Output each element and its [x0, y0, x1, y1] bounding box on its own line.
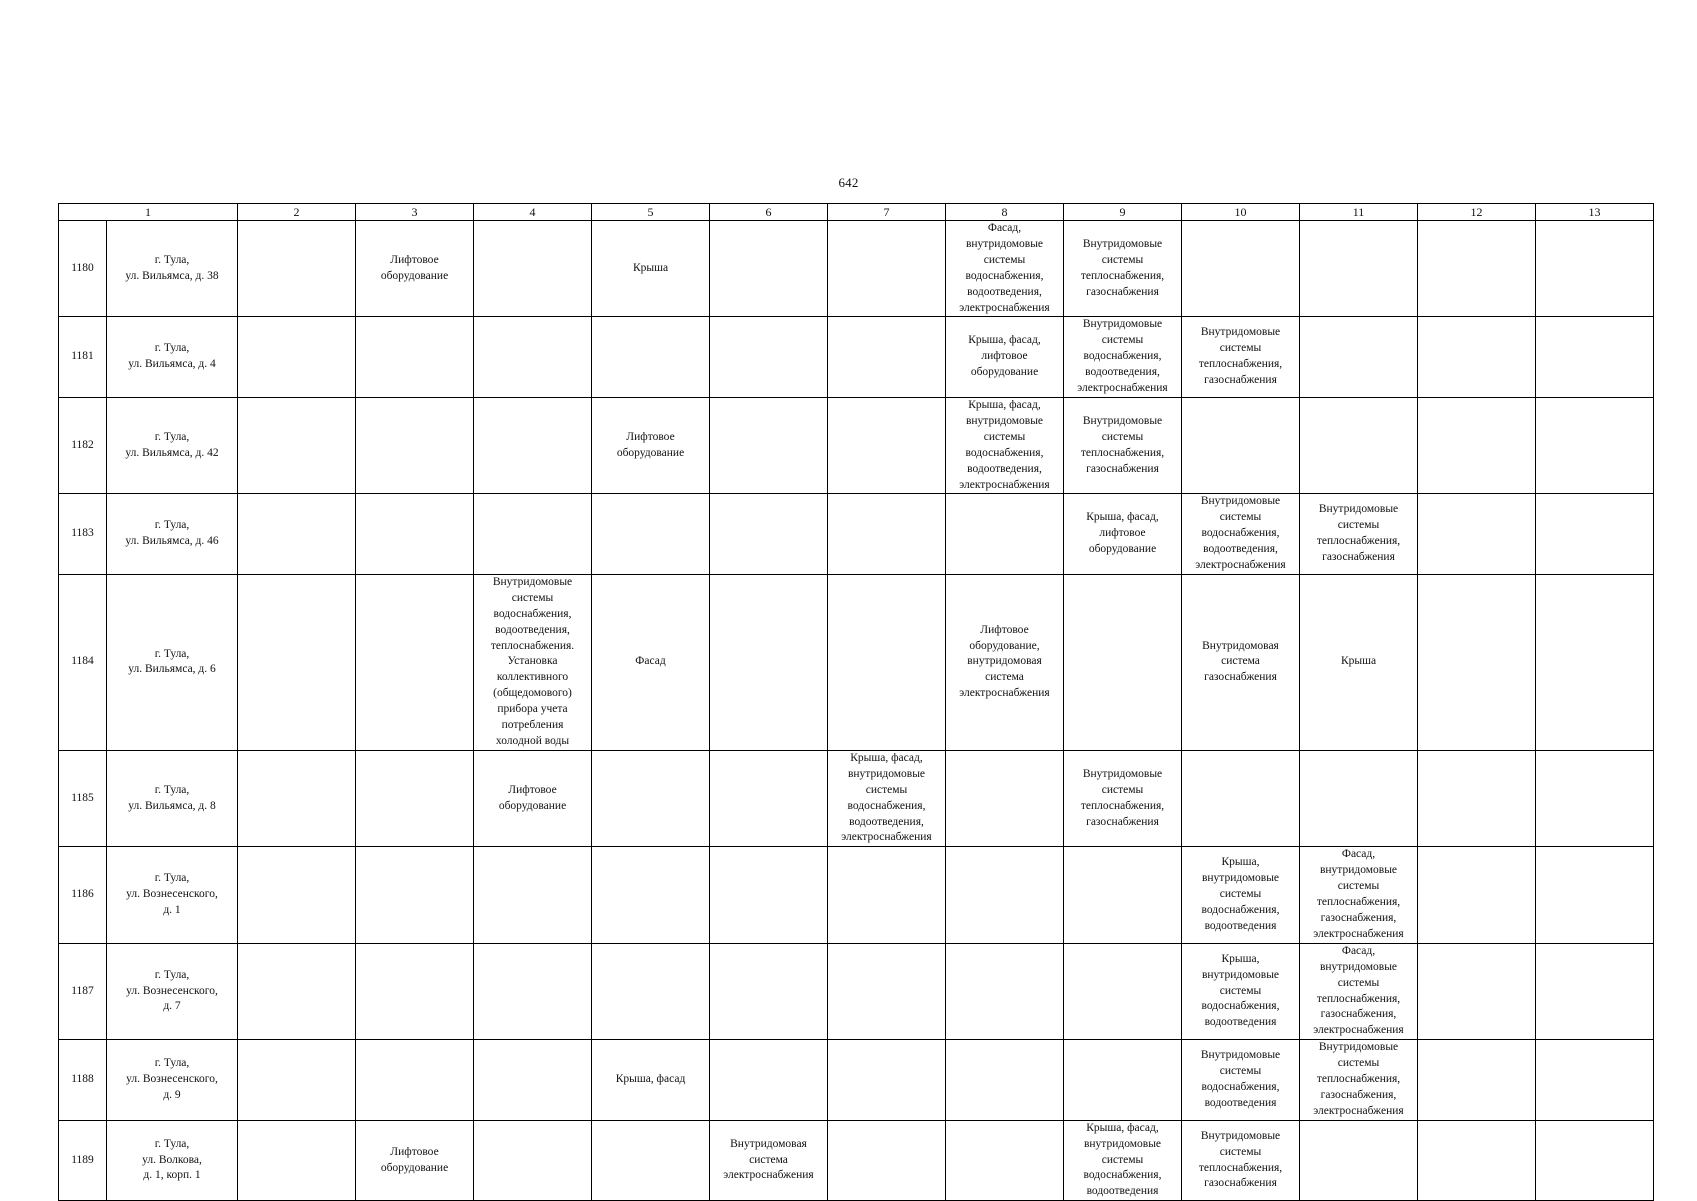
works-cell: Крыша, фасад: [592, 1040, 710, 1121]
address-cell: г. Тула, ул. Вильямса, д. 38: [107, 221, 238, 317]
column-number-header: 11: [1300, 204, 1418, 221]
works-cell: [828, 574, 946, 750]
row-number: 1187: [59, 943, 107, 1039]
works-cell: [474, 1120, 592, 1201]
column-number-header: 5: [592, 204, 710, 221]
address-cell: г. Тула, ул. Вознесенского, д. 9: [107, 1040, 238, 1121]
works-cell: [1536, 494, 1654, 575]
row-number: 1180: [59, 221, 107, 317]
works-cell: [828, 943, 946, 1039]
works-cell: [592, 1120, 710, 1201]
row-number: 1186: [59, 847, 107, 943]
works-cell: Крыша: [1300, 574, 1418, 750]
works-cell: [356, 847, 474, 943]
works-cell: [1300, 1120, 1418, 1201]
works-cell: [356, 397, 474, 493]
column-number-header: 4: [474, 204, 592, 221]
table-row: [59, 847, 1654, 943]
works-cell: [1182, 750, 1300, 846]
works-cell: [1418, 494, 1536, 575]
works-cell: Крыша, внутридомовые системы водоснабжения, водоотведения: [1182, 847, 1300, 943]
column-number-header: 8: [946, 204, 1064, 221]
works-cell: [356, 750, 474, 846]
works-cell: [1300, 750, 1418, 846]
address-cell: г. Тула, ул. Вознесенского, д. 7: [107, 943, 238, 1039]
works-cell: Крыша, фасад, лифтовое оборудование: [1064, 494, 1182, 575]
works-cell: [710, 221, 828, 317]
works-cell: [1182, 397, 1300, 493]
works-cell: [710, 494, 828, 575]
works-cell: [710, 943, 828, 1039]
table-row: [59, 494, 1654, 575]
works-cell: Фасад, внутридомовые системы теплоснабжения, газоснабжения, электроснабжения: [1300, 943, 1418, 1039]
works-cell: [828, 397, 946, 493]
works-cell: Внутридомовые системы теплоснабжения, газоснабжения: [1300, 494, 1418, 575]
works-cell: [356, 1040, 474, 1121]
works-cell: Лифтовое оборудование: [474, 750, 592, 846]
works-cell: Крыша, фасад, внутридомовые системы водоснабжения, водоотведения, электроснабжения: [828, 750, 946, 846]
works-cell: [710, 847, 828, 943]
table-row: [59, 574, 1654, 750]
works-cell: [1418, 1040, 1536, 1121]
works-cell: Фасад, внутридомовые системы водоснабжения, водоотведения, электроснабжения: [946, 221, 1064, 317]
works-cell: [238, 750, 356, 846]
works-cell: Крыша, фасад, внутридомовые системы водоснабжения, водоотведения, электроснабжения: [946, 397, 1064, 493]
works-cell: Внутридомовые системы теплоснабжения, газоснабжения: [1064, 750, 1182, 846]
works-cell: Лифтовое оборудование: [592, 397, 710, 493]
page-number: 642: [838, 175, 859, 190]
column-number-header: 12: [1418, 204, 1536, 221]
works-cell: Внутридомовые системы водоснабжения, водоотведения, электроснабжения: [1064, 317, 1182, 398]
table-row: [59, 943, 1654, 1039]
works-cell: [1418, 1120, 1536, 1201]
column-number-header: 2: [238, 204, 356, 221]
column-number-header: 10: [1182, 204, 1300, 221]
works-cell: Внутридомовые системы теплоснабжения, газоснабжения: [1182, 317, 1300, 398]
works-cell: [238, 574, 356, 750]
works-cell: [1418, 750, 1536, 846]
address-cell: г. Тула, ул. Вильямса, д. 42: [107, 397, 238, 493]
works-cell: Внутридомовые системы теплоснабжения, газоснабжения, электроснабжения: [1300, 1040, 1418, 1121]
works-cell: [828, 494, 946, 575]
repair-schedule-table: [58, 203, 1654, 1201]
works-cell: [238, 847, 356, 943]
works-cell: [946, 943, 1064, 1039]
works-cell: [1418, 397, 1536, 493]
works-cell: [474, 494, 592, 575]
works-cell: [710, 750, 828, 846]
works-cell: [356, 574, 474, 750]
works-cell: [238, 221, 356, 317]
works-cell: [946, 1120, 1064, 1201]
table-row: [59, 317, 1654, 398]
table-row: [59, 1040, 1654, 1121]
works-cell: [238, 317, 356, 398]
works-cell: [356, 943, 474, 1039]
works-cell: [356, 317, 474, 398]
works-cell: [710, 397, 828, 493]
address-cell: г. Тула, ул. Вильямса, д. 4: [107, 317, 238, 398]
address-cell: г. Тула, ул. Вильямса, д. 46: [107, 494, 238, 575]
works-cell: [1536, 574, 1654, 750]
works-cell: [474, 847, 592, 943]
works-cell: [1536, 397, 1654, 493]
works-cell: [1536, 317, 1654, 398]
works-cell: [828, 1040, 946, 1121]
row-number: 1189: [59, 1120, 107, 1201]
works-cell: [1182, 221, 1300, 317]
column-number-row: [59, 204, 1654, 221]
works-cell: [1418, 317, 1536, 398]
works-cell: [592, 494, 710, 575]
works-cell: Крыша, фасад, лифтовое оборудование: [946, 317, 1064, 398]
works-cell: [238, 943, 356, 1039]
row-number: 1188: [59, 1040, 107, 1121]
works-cell: [474, 943, 592, 1039]
row-number: 1182: [59, 397, 107, 493]
works-cell: Внутридомовая система газоснабжения: [1182, 574, 1300, 750]
table-row: [59, 750, 1654, 846]
works-cell: [238, 494, 356, 575]
works-cell: [1064, 847, 1182, 943]
column-number-header: 3: [356, 204, 474, 221]
address-cell: г. Тула, ул. Вильямса, д. 6: [107, 574, 238, 750]
works-cell: [946, 494, 1064, 575]
works-cell: [828, 317, 946, 398]
works-cell: [828, 1120, 946, 1201]
works-cell: [710, 317, 828, 398]
works-cell: [946, 750, 1064, 846]
works-cell: [1536, 1040, 1654, 1121]
row-number: 1181: [59, 317, 107, 398]
works-cell: [1064, 1040, 1182, 1121]
works-cell: Внутридомовые системы теплоснабжения, газоснабжения: [1064, 221, 1182, 317]
table-row: [59, 1120, 1654, 1201]
works-cell: Крыша, фасад, внутридомовые системы водоснабжения, водоотведения: [1064, 1120, 1182, 1201]
works-cell: [1536, 221, 1654, 317]
works-cell: [474, 397, 592, 493]
works-cell: Лифтовое оборудование: [356, 1120, 474, 1201]
works-cell: Внутридомовая система электроснабжения: [710, 1120, 828, 1201]
works-cell: [592, 943, 710, 1039]
works-cell: Крыша, внутридомовые системы водоснабжения, водоотведения: [1182, 943, 1300, 1039]
table-row: [59, 221, 1654, 317]
works-cell: [592, 317, 710, 398]
works-cell: [946, 847, 1064, 943]
works-cell: [474, 1040, 592, 1121]
works-cell: [1418, 847, 1536, 943]
works-cell: [1418, 221, 1536, 317]
works-cell: Внутридомовые системы теплоснабжения, газоснабжения: [1064, 397, 1182, 493]
works-cell: [1536, 750, 1654, 846]
works-cell: Лифтовое оборудование: [356, 221, 474, 317]
works-cell: Фасад, внутридомовые системы теплоснабжения, газоснабжения, электроснабжения: [1300, 847, 1418, 943]
row-number: 1185: [59, 750, 107, 846]
works-cell: [1536, 847, 1654, 943]
works-cell: [946, 1040, 1064, 1121]
column-number-header: 6: [710, 204, 828, 221]
column-number-header: 9: [1064, 204, 1182, 221]
works-cell: Внутридомовые системы теплоснабжения, газоснабжения: [1182, 1120, 1300, 1201]
works-cell: Фасад: [592, 574, 710, 750]
works-cell: [238, 397, 356, 493]
works-cell: [238, 1120, 356, 1201]
works-cell: [1064, 943, 1182, 1039]
works-cell: [710, 1040, 828, 1121]
works-cell: [828, 847, 946, 943]
works-cell: [238, 1040, 356, 1121]
works-cell: [828, 221, 946, 317]
row-number: 1183: [59, 494, 107, 575]
works-cell: [1418, 943, 1536, 1039]
works-cell: [474, 221, 592, 317]
works-cell: [474, 317, 592, 398]
row-number: 1184: [59, 574, 107, 750]
works-cell: [1300, 221, 1418, 317]
works-cell: [1536, 943, 1654, 1039]
column-number-header: 13: [1536, 204, 1654, 221]
works-cell: Внутридомовые системы водоснабжения, водоотведения, теплоснабжения. Установка коллективного (общедомового) прибора учета потребления холодной воды: [474, 574, 592, 750]
works-cell: [356, 494, 474, 575]
table-row: [59, 397, 1654, 493]
works-cell: [1300, 397, 1418, 493]
address-cell: г. Тула, ул. Вознесенского, д. 1: [107, 847, 238, 943]
address-cell: г. Тула, ул. Вильямса, д. 8: [107, 750, 238, 846]
works-cell: [592, 750, 710, 846]
works-cell: Лифтовое оборудование, внутридомовая система электроснабжения: [946, 574, 1064, 750]
works-cell: [1418, 574, 1536, 750]
address-cell: г. Тула, ул. Волкова, д. 1, корп. 1: [107, 1120, 238, 1201]
works-cell: Внутридомовые системы водоснабжения, водоотведения: [1182, 1040, 1300, 1121]
column-number-header: 1: [59, 204, 238, 221]
works-cell: Крыша: [592, 221, 710, 317]
column-number-header: 7: [828, 204, 946, 221]
works-cell: [592, 847, 710, 943]
works-cell: [710, 574, 828, 750]
works-cell: [1536, 1120, 1654, 1201]
works-cell: [1064, 574, 1182, 750]
works-cell: Внутридомовые системы водоснабжения, водоотведения, электроснабжения: [1182, 494, 1300, 575]
works-cell: [1300, 317, 1418, 398]
